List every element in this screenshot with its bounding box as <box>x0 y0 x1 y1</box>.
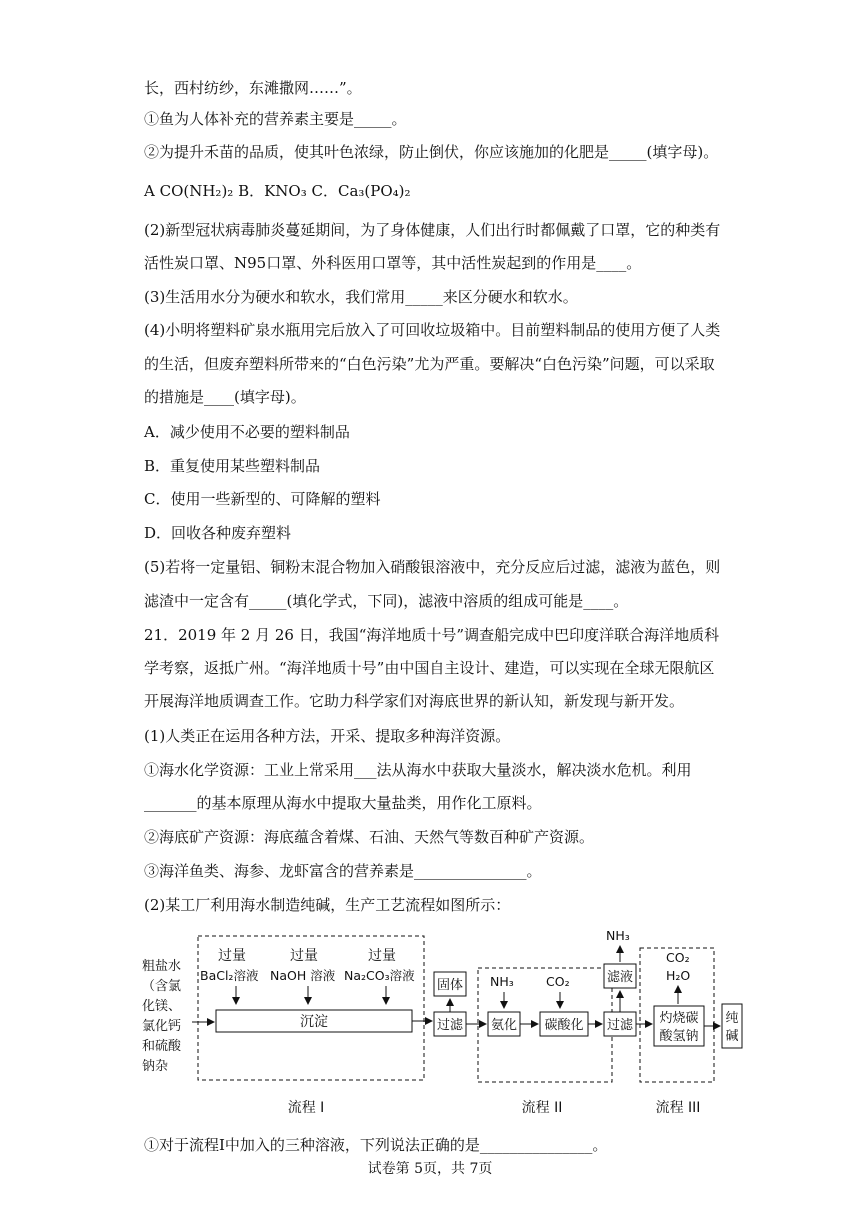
calcine-label-2: 酸氢钠 <box>659 1029 699 1044</box>
text-line-21: ①海水化学资源：工业上常采用___法从海水中获取大量淡水，解决淡水危机。利用 <box>144 761 692 779</box>
question-21-line-2: 学考察，返抵广州。“海洋地质十号”由中国自主设计、建造，可以实现在全球无限航区 <box>144 659 715 677</box>
h2o-output-label: H₂O <box>666 968 691 983</box>
excess-label-1: 过量 <box>218 948 246 964</box>
stage-2-label: 流程 II <box>521 1100 563 1116</box>
product-label-1: 纯 <box>725 1011 739 1026</box>
text-line-8: (4)小明将塑料矿泉水瓶用完后放入了可回收垃圾箱中。目前塑料制品的使用方便了人类 <box>144 321 721 339</box>
fertilizer-options: A CO(NH₂)₂ B．KNO₃ C．Ca₃(PO₄)₂ <box>144 182 411 200</box>
stage-1-label: 流程 I <box>287 1100 325 1116</box>
text-line-24: ③海洋鱼类、海参、龙虾富含的营养素是_______________。 <box>144 862 542 880</box>
option-a: A．减少使用不必要的塑料制品 <box>144 423 350 441</box>
feed-label-5: 和硫酸 <box>142 1039 182 1054</box>
text-line-6: 活性炭口罩、N95口罩、外科医用口罩等，其中活性炭起到的作用是____。 <box>144 254 642 272</box>
option-c: C．使用一些新型的、可降解的塑料 <box>144 490 381 508</box>
stage-3-label: 流程 III <box>655 1100 701 1116</box>
filter-2-label: 过滤 <box>606 1018 634 1033</box>
product-label-2: 碱 <box>725 1029 739 1044</box>
page-footer: 试卷第 5页，共 7页 <box>367 1161 493 1177</box>
co2-input-label: CO₂ <box>546 974 570 989</box>
filter-1-label: 过滤 <box>436 1018 464 1033</box>
nh3-input-label: NH₃ <box>490 974 514 989</box>
question-21-line-3: 开展海洋地质调查工作。它助力科学家们对海底世界的新认知，新发现与新开发。 <box>144 692 685 710</box>
option-d: D．回收各种废弃塑料 <box>144 524 292 542</box>
text-line-22: _______的基本原理从海水中提取大量盐类，用作化工原料。 <box>144 794 542 812</box>
text-line-25: (2)某工厂利用海水制造纯碱，生产工艺流程如图所示： <box>144 896 511 914</box>
text-line-20: (1)人类正在运用各种方法，开采、提取多种海洋资源。 <box>144 727 511 745</box>
calcine-label-1: 灼烧碳 <box>659 1011 699 1026</box>
excess-label-3: 过量 <box>368 948 396 964</box>
reagent-naoh: NaOH 溶液 <box>270 968 336 983</box>
text-line-16: 滤渣中一定含有_____(填化学式，下同)，滤液中溶质的组成可能是____。 <box>144 592 629 610</box>
text-line-7: (3)生活用水分为硬水和软水，我们常用_____来区分硬水和软水。 <box>144 288 578 306</box>
co2-output-label: CO₂ <box>666 950 690 965</box>
text-line-23: ②海底矿产资源：海底蕴含着煤、石油、天然气等数百种矿产资源。 <box>144 828 595 846</box>
reagent-na2co3: Na₂CO₃溶液 <box>344 968 415 983</box>
text-line-10: 的措施是____(填字母)。 <box>144 388 306 406</box>
reagent-bacl2: BaCl₂溶液 <box>200 968 259 983</box>
process-flow-diagram <box>140 920 760 1120</box>
text-line-15: (5)若将一定量铝、铜粉末混合物加入硝酸银溶液中，充分反应后过滤，滤液为蓝色，则 <box>144 558 721 576</box>
text-line-3: ②为提升禾苗的品质，使其叶色浓绿，防止倒伏，你应该施加的化肥是_____(填字母)。 <box>144 143 719 161</box>
filtrate-label: 滤液 <box>606 970 634 985</box>
question-21-line-1: 21．2019 年 2 月 26 日，我国“海洋地质十号”调查船完成中巴印度洋联合海洋地质科 <box>144 626 720 644</box>
feed-label-2: （含氯 <box>142 979 182 994</box>
precipitate-label: 沉淀 <box>300 1014 328 1030</box>
solid-label: 固体 <box>436 978 464 993</box>
excess-label-2: 过量 <box>290 948 318 964</box>
feed-label-4: 氯化钙 <box>142 1019 182 1034</box>
feed-label-1: 粗盐水 <box>142 959 182 974</box>
carbonation-label: 碳酸化 <box>544 1018 584 1033</box>
text-line-1: 长，西村纺纱，东滩撒网……”。 <box>144 79 362 97</box>
feed-label-3: 化镁、 <box>142 999 182 1014</box>
feed-label-6: 钠杂 <box>142 1059 169 1074</box>
text-line-2: ①鱼为人体补充的营养素主要是_____。 <box>144 110 407 128</box>
ammoniation-label: 氨化 <box>490 1018 518 1033</box>
text-line-26: ①对于流程I中加入的三种溶液，下列说法正确的是_______________。 <box>144 1136 608 1154</box>
option-b: B．重复使用某些塑料制品 <box>144 457 321 475</box>
text-line-9: 的生活，但废弃塑料所带来的“白色污染”尤为严重。要解决“白色污染”问题，可以采取 <box>144 355 715 373</box>
nh3-output-label: NH₃ <box>606 928 630 943</box>
text-line-5: (2)新型冠状病毒肺炎蔓延期间，为了身体健康，人们出行时都佩戴了口罩，它的种类有 <box>144 221 721 239</box>
